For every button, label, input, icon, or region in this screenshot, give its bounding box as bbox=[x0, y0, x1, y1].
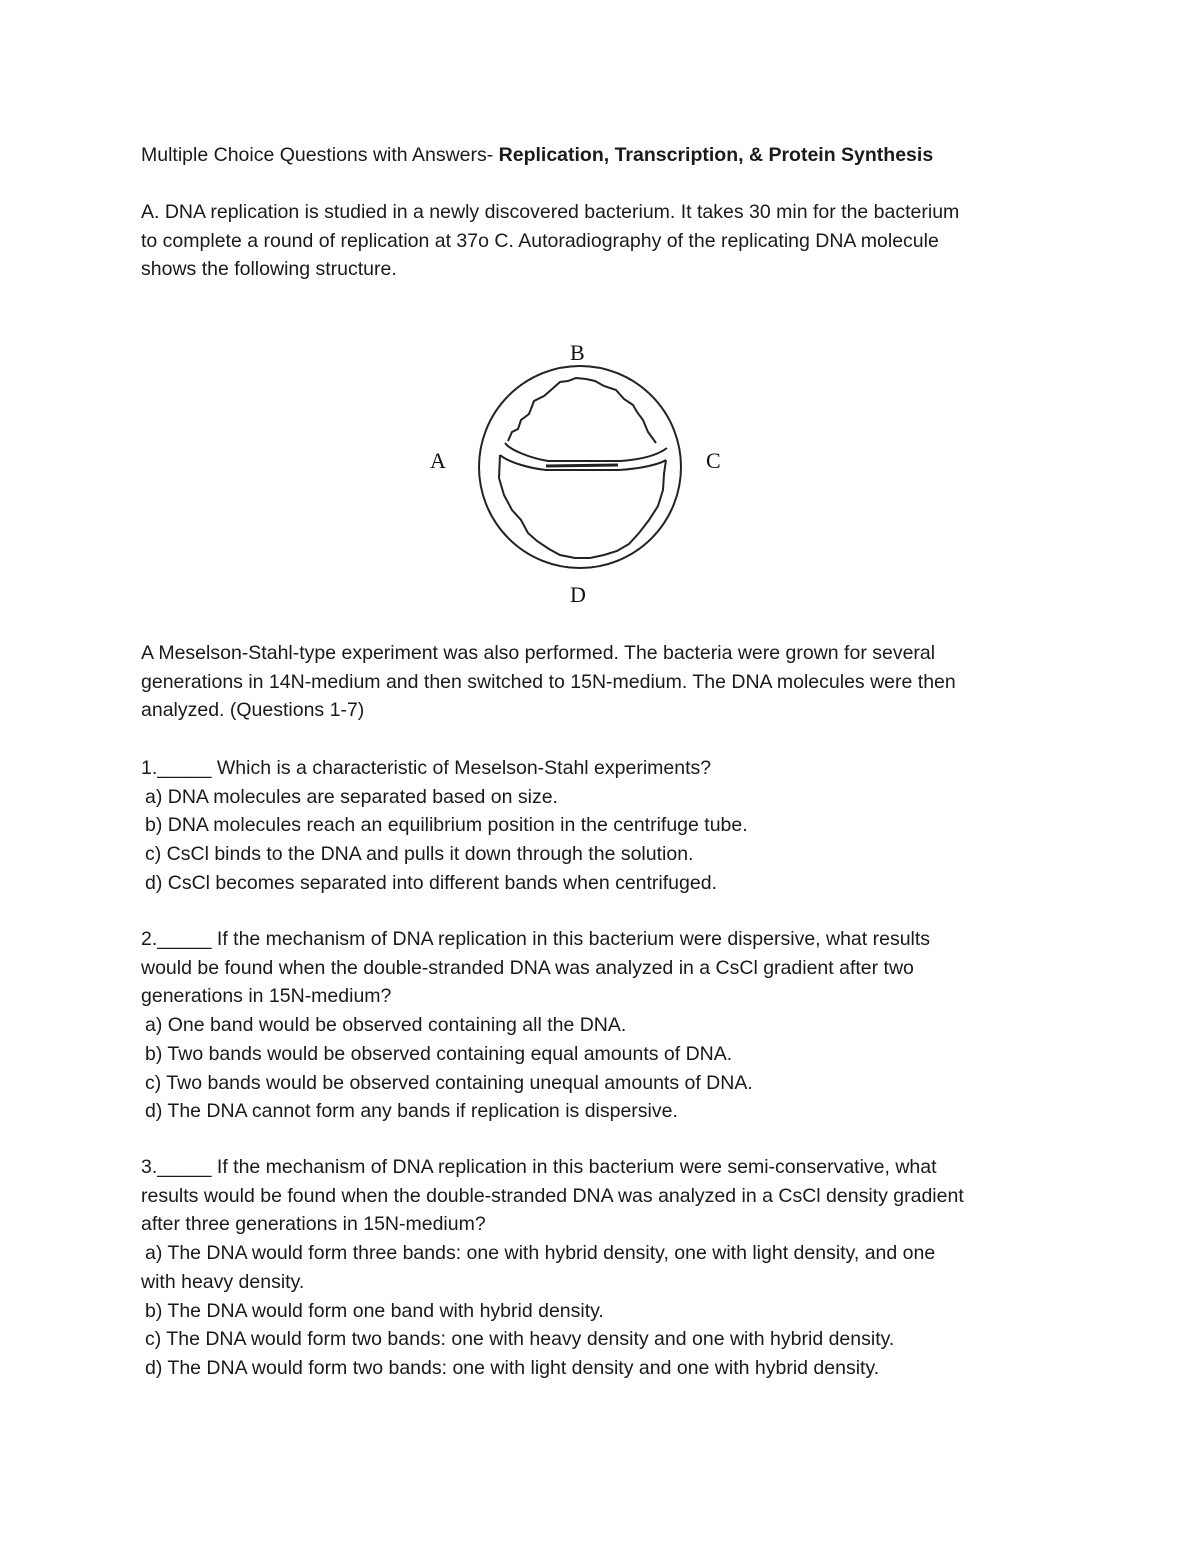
answer-option: d) The DNA would form two bands: one with light density and one with hybrid density. bbox=[145, 1356, 880, 1379]
bubble-lower-strand bbox=[500, 455, 666, 470]
question-stem: results would be found when the double-stranded DNA was analyzed in a CsCl density gradient bbox=[141, 1184, 964, 1207]
intro-line: shows the following structure. bbox=[141, 258, 397, 281]
bubble-top-strand bbox=[505, 443, 667, 461]
question-3 bbox=[141, 1153, 1071, 1383]
answer-option: b) The DNA would form one band with hybrid density. bbox=[145, 1299, 604, 1322]
replication-bubble-figure bbox=[420, 330, 740, 620]
answer-option: b) Two bands would be observed containing equal amounts of DNA. bbox=[145, 1042, 733, 1065]
title-prefix: Multiple Choice Questions with Answers- bbox=[141, 144, 499, 166]
label-b: B bbox=[570, 340, 585, 365]
question-stem: would be found when the double-stranded DNA was analyzed in a CsCl gradient after two bbox=[141, 956, 914, 979]
answer-option: a) DNA molecules are separated based on size. bbox=[145, 785, 558, 808]
label-c: C bbox=[706, 448, 721, 473]
intro-paragraph bbox=[141, 198, 1071, 284]
question-stem: 1._____ Which is a characteristic of Meselson-Stahl experiments? bbox=[141, 757, 712, 779]
question-stem: 3._____ If the mechanism of DNA replication in this bacterium were semi-conservative, what bbox=[141, 1156, 937, 1178]
answer-option: b) DNA molecules reach an equilibrium position in the centrifuge tube. bbox=[145, 814, 748, 837]
experiment-paragraph bbox=[141, 639, 1071, 725]
question-stem: after three generations in 15N-medium? bbox=[141, 1213, 486, 1236]
intro-line: to complete a round of replication at 37o C. Autoradiography of the replicating DNA molecule bbox=[141, 229, 939, 252]
replication-fork-line bbox=[546, 465, 618, 466]
upper-replicated-strand bbox=[508, 378, 656, 443]
replication-diagram bbox=[420, 330, 740, 620]
answer-option: c) Two bands would be observed containing unequal amounts of DNA. bbox=[145, 1071, 753, 1094]
context-line: A Meselson-Stahl-type experiment was also performed. The bacteria were grown for several bbox=[141, 642, 936, 664]
page-title bbox=[141, 141, 933, 169]
title-bold: Replication, Transcription, & Protein Synthesis bbox=[498, 144, 934, 166]
answer-option: d) CsCl becomes separated into different bands when centrifuged. bbox=[145, 871, 717, 894]
answer-option-continued: with heavy density. bbox=[141, 1270, 305, 1293]
context-line: generations in 14N-medium and then switched to 15N-medium. The DNA molecules were then bbox=[141, 670, 956, 693]
question-2 bbox=[141, 925, 1071, 1126]
answer-option: c) The DNA would form two bands: one with heavy density and one with hybrid density. bbox=[145, 1328, 895, 1351]
answer-option: a) One band would be observed containing all the DNA. bbox=[145, 1014, 627, 1037]
question-1 bbox=[141, 754, 1071, 898]
answer-option: a) The DNA would form three bands: one with hybrid density, one with light density, and one bbox=[145, 1242, 936, 1265]
intro-line: A. DNA replication is studied in a newly discovered bacterium. It takes 30 min for the bacterium bbox=[141, 201, 960, 223]
answer-option: d) The DNA cannot form any bands if replication is dispersive. bbox=[145, 1100, 678, 1123]
answer-option: c) CsCl binds to the DNA and pulls it down through the solution. bbox=[145, 843, 694, 866]
question-stem: generations in 15N-medium? bbox=[141, 985, 392, 1008]
context-line: analyzed. (Questions 1-7) bbox=[141, 699, 365, 722]
label-a: A bbox=[430, 448, 446, 473]
label-d: D bbox=[570, 582, 586, 607]
question-stem: 2._____ If the mechanism of DNA replication in this bacterium were dispersive, what results bbox=[141, 928, 931, 950]
